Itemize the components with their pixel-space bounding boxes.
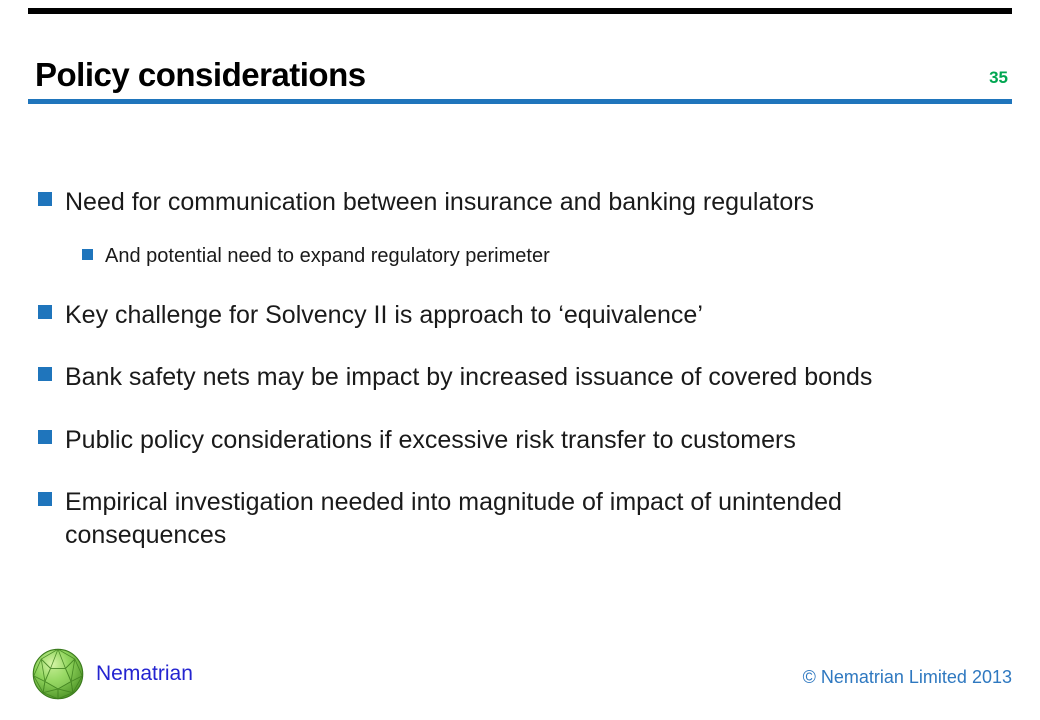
- page-number: 35: [989, 68, 1008, 87]
- bullet-item: [38, 361, 978, 394]
- nematrian-logo-icon: [30, 646, 86, 702]
- bullet-text: Public policy considerations if excessive risk transfer to customers: [65, 425, 796, 454]
- top-black-bar: [28, 8, 1012, 14]
- bullet-list: [38, 186, 978, 551]
- copyright-text: © Nematrian Limited 2013: [802, 667, 1012, 687]
- bullet-square-icon: [38, 430, 52, 444]
- bullet-item: [38, 299, 978, 332]
- bullet-square-icon: [38, 192, 52, 206]
- brand-lockup: [30, 646, 193, 702]
- bullet-square-icon: [38, 492, 52, 506]
- bullet-text: Key challenge for Solvency II is approach to ‘equivalence’: [65, 300, 703, 329]
- bullet-item: [38, 186, 978, 219]
- bullet-text: And potential need to expand regulatory perimeter: [105, 244, 550, 267]
- bullet-text: Need for communication between insurance and banking regulators: [65, 188, 815, 216]
- brand-name: Nematrian: [96, 662, 193, 685]
- bullet-item: [38, 486, 978, 551]
- bullet-text: Bank safety nets may be impact by increased issuance of covered bonds: [65, 363, 873, 391]
- bullet-square-icon: [38, 367, 52, 381]
- title-underline-rule: [28, 99, 1012, 104]
- bullet-square-icon: [82, 249, 93, 260]
- sub-bullet-item: [82, 243, 978, 269]
- slide-title: Policy considerations: [35, 56, 366, 93]
- bullet-item: [38, 424, 978, 457]
- bullet-square-icon: [38, 305, 52, 319]
- bullet-text: Empirical investigation needed into magnitude of impact of unintended consequences: [65, 488, 842, 549]
